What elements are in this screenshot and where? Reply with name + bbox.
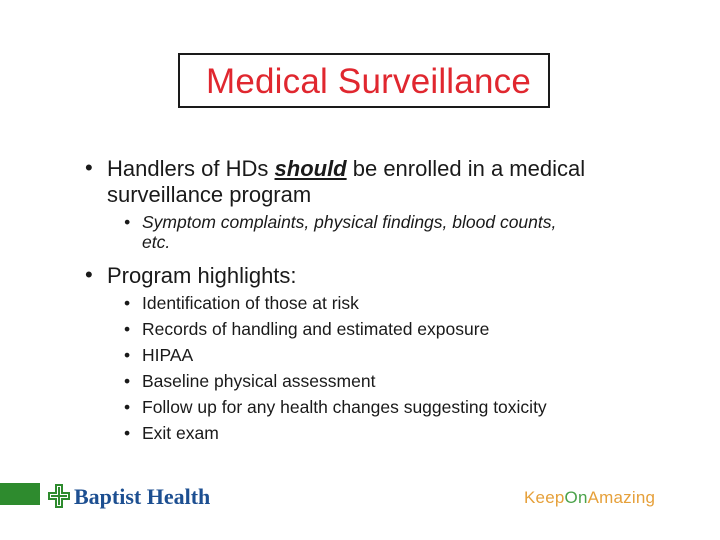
highlight-item-text: Identification of those at risk (142, 293, 359, 313)
highlight-item-text: Baseline physical assessment (142, 371, 376, 391)
bullet-dot: • (124, 212, 131, 232)
tagline-on: On (564, 488, 588, 507)
keep-on-amazing-tagline (524, 488, 655, 508)
subbullet-symptoms-line1: Symptom complaints, physical findings, blood counts, (142, 212, 557, 232)
bullet-dot: • (124, 397, 131, 417)
subbullet-symptoms-line2: etc. (142, 232, 171, 252)
bullet-handlers-line2: surveillance program (107, 182, 312, 207)
bullet-dot: • (124, 293, 131, 313)
bullet-dot: • (124, 371, 131, 391)
slide-title-box (178, 53, 550, 108)
bullet-dot: • (85, 262, 93, 287)
tagline-keep: Keep (524, 488, 565, 507)
highlight-item-text: Records of handling and estimated exposure (142, 319, 490, 339)
bullet-dot: • (124, 423, 131, 443)
cross-icon (48, 484, 70, 508)
bullet-dot: • (85, 155, 93, 180)
bullet-program-highlights-label: Program highlights: (107, 263, 297, 288)
bullet-dot: • (124, 319, 131, 339)
highlight-item-text: Exit exam (142, 423, 219, 443)
tagline-amazing: Amazing (587, 488, 656, 507)
baptist-health-logo: Baptist Health (74, 484, 211, 509)
footer-green-bar (0, 483, 40, 505)
highlight-item-text: Follow up for any health changes suggesting toxicity (142, 397, 547, 417)
highlight-item-text: HIPAA (142, 345, 194, 365)
slide-title: Medical Surveillance (206, 62, 531, 101)
emphasis-should: should (274, 156, 347, 181)
bullet-handlers-line1: Handlers of HDs should be enrolled in a medical (107, 156, 586, 181)
bullet-dot: • (124, 345, 131, 365)
